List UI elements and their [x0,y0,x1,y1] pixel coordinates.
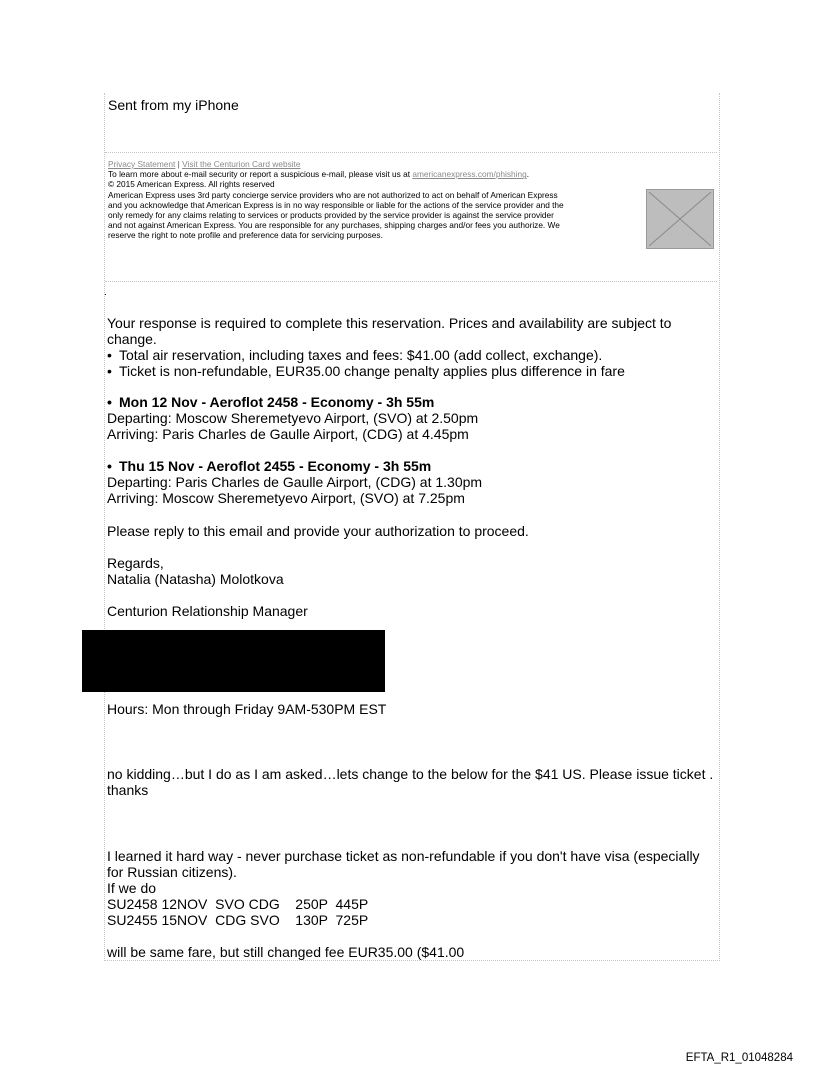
bullet-glyph: • [107,394,112,410]
flight1-arriving: Arriving: Paris Charles de Gaulle Airport, (CDG) at 4.45pm [107,426,469,442]
disclaimer-line: reserve the right to note profile and preference data for servicing purposes. [108,230,383,241]
link-separator: | [177,159,180,169]
bullet-glyph: • [107,363,112,379]
bullet-glyph: • [107,458,112,474]
redaction-block [82,630,385,692]
response-required-line1: Your response is required to complete this reservation. Prices and availability are subject to [107,315,672,331]
please-reply: Please reply to this email and provide your authorization to proceed. [107,523,529,539]
bates-number: EFTA_R1_01048284 [685,1052,793,1064]
bullet-total-air: • Total air reservation, including taxes and fees: $41.00 (add collect, exchange). [107,347,603,363]
flight2-departing: Departing: Paris Charles de Gaulle Airport, (CDG) at 1.30pm [107,474,483,490]
reply1-line2: thanks [107,782,149,798]
bullet-glyph: • [107,347,112,363]
reply2-line3: If we do [107,880,157,896]
flight2-title: • Thu 15 Nov - Aeroflot 2455 - Economy - 3h 55m [107,458,432,474]
route-line-1: SU2458 12NOV SVO CDG 250P 445P [107,896,369,912]
disclaimer-line: and you acknowledge that American Express is in no way responsible or liable for the actions of the service provider and the [108,199,564,210]
office-hours: Hours: Mon through Friday 9AM-530PM EST [107,701,387,717]
amex-legal-footer [108,159,643,241]
disclaimer-line: American Express uses 3rd party concierge service providers who are not authorized to act on behalf of American Express [108,189,558,200]
reply1-line1: no kidding…but I do as I am asked…lets change to the below for the $41 US. Please issue ticket . [107,766,714,782]
copyright-notice: © 2015 American Express. All rights reserved [108,179,275,190]
signer-title: Centurion Relationship Manager [107,603,308,619]
broken-image-icon [647,190,713,248]
privacy-statement-link[interactable]: Privacy Statement [108,159,176,169]
signer-name: Natalia (Natasha) Molotkova [107,571,284,587]
flight1-title: • Mon 12 Nov - Aeroflot 2458 - Economy - 3h 55m [107,394,435,410]
sent-from-signature: Sent from my iPhone [108,97,239,113]
reply2-fee-line: will be same fare, but still changed fee EUR35.00 ($41.00 [107,944,465,960]
missing-image-placeholder [646,189,714,249]
flight2-arriving: Arriving: Moscow Sheremetyevo Airport, (SVO) at 7.25pm [107,490,465,506]
flight1-departing: Departing: Moscow Sheremetyevo Airport, (SVO) at 2.50pm [107,410,479,426]
centurion-website-link[interactable]: Visit the Centurion Card website [182,159,301,169]
response-required-line2: change. [107,331,157,347]
phishing-link[interactable]: americanexpress.com/phishing [412,169,527,180]
stray-dot: . [104,287,107,298]
disclaimer-line: and not against American Express. You are responsible for any purchases, shipping charges and/or fees you authorize. We [108,220,560,231]
reply2-line2: for Russian citizens). [107,864,237,880]
disclaimer-line: only remedy for any claims relating to services or products provided by the service provider is against the service provider [108,210,554,221]
reply2-line1: I learned it hard way - never purchase ticket as non-refundable if you don't have visa (especially [107,848,700,864]
route-line-2: SU2455 15NOV CDG SVO 130P 725P [107,912,369,928]
regards: Regards, [107,555,164,571]
security-notice: To learn more about e-mail security or report a suspicious e-mail, please visit us at americanexpress.com/phishing. [108,169,530,180]
bullet-non-refundable: • Ticket is non-refundable, EUR35.00 change penalty applies plus difference in fare [107,363,625,379]
